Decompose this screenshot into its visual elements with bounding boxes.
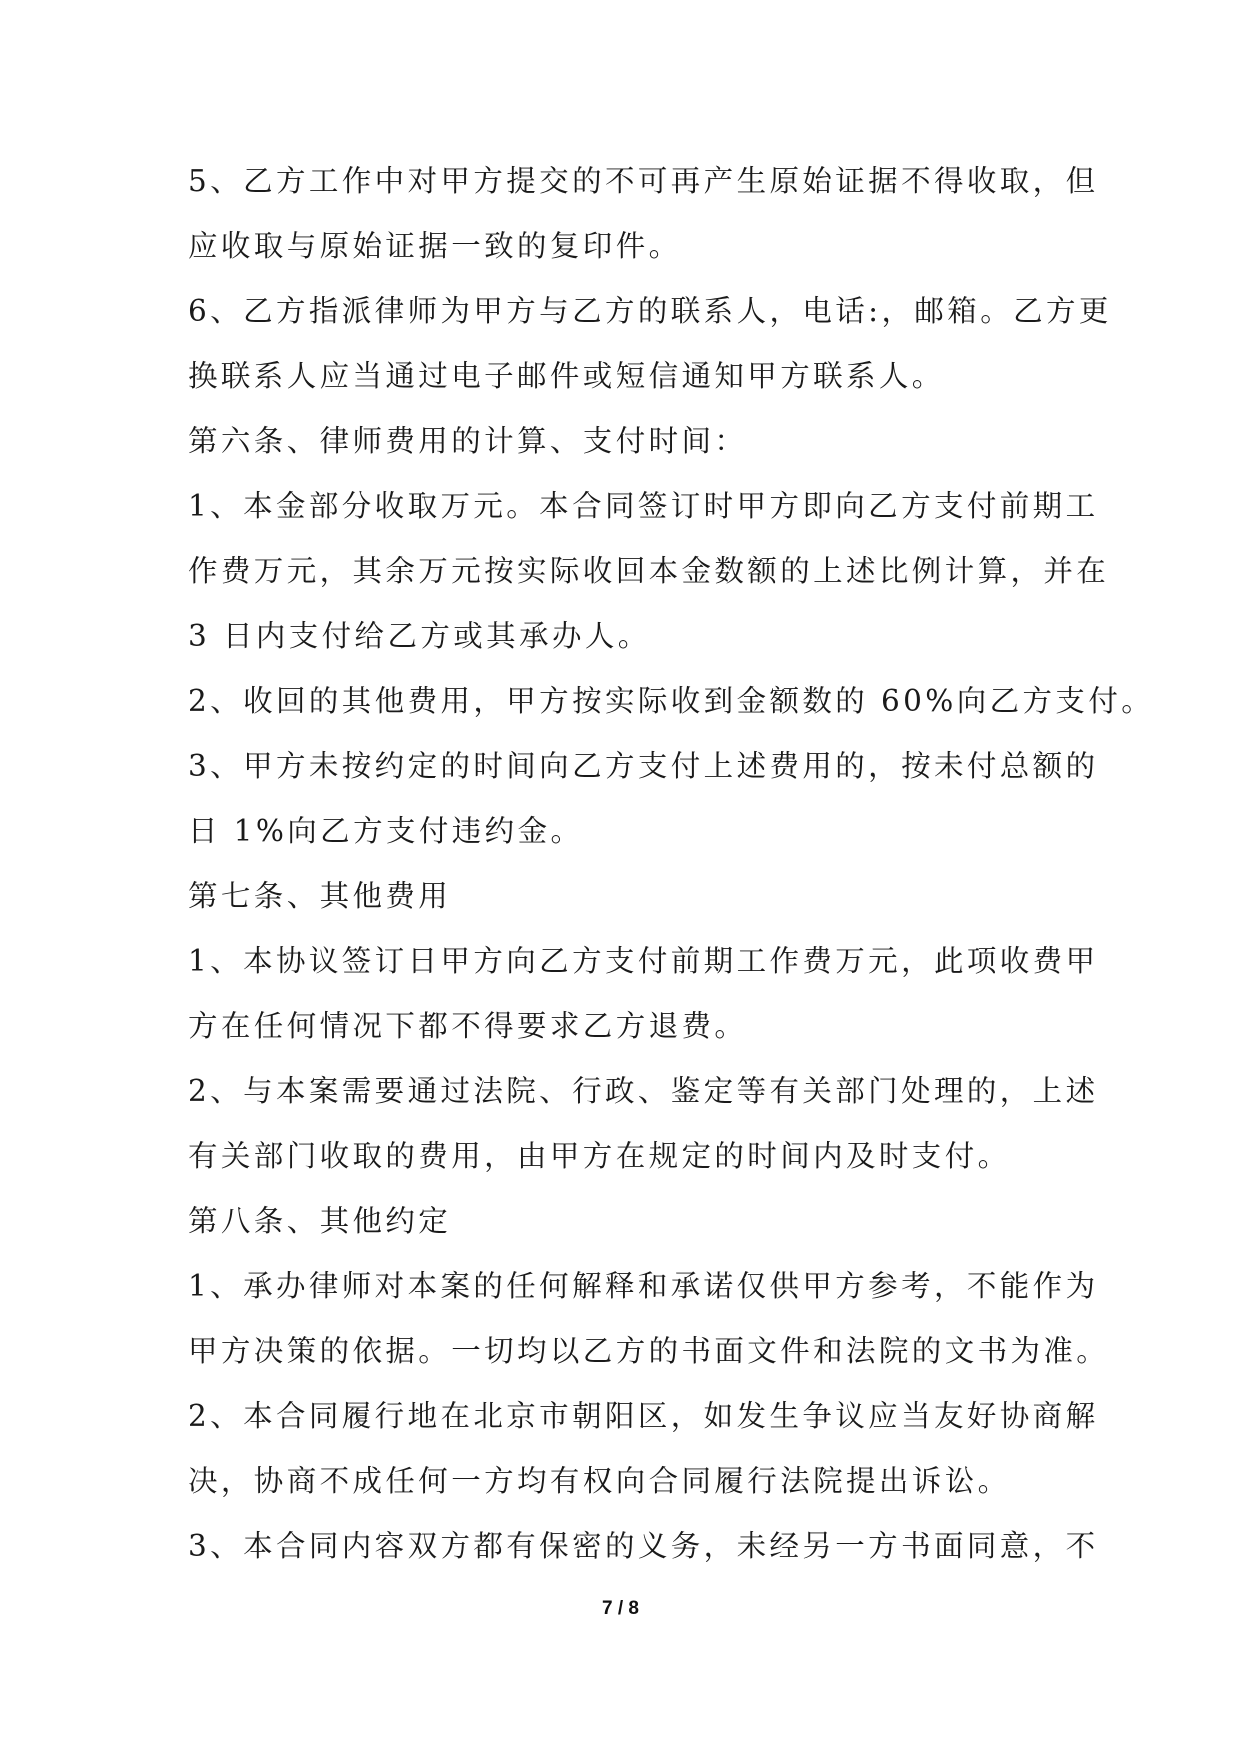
text-line: 3、甲方未按约定的时间向乙方支付上述费用的，按未付总额的	[188, 749, 1099, 783]
text-line: 2、本合同履行地在北京市朝阳区，如发生争议应当友好协商解	[188, 1399, 1099, 1433]
text-line: 1、承办律师对本案的任何解释和承诺仅供甲方参考，不能作为	[188, 1269, 1099, 1303]
text-line: 6、乙方指派律师为甲方与乙方的联系人，电话:，邮箱。乙方更	[188, 294, 1112, 328]
text-line: 5、乙方工作中对甲方提交的不可再产生原始证据不得收取，但	[188, 164, 1099, 198]
text-line: 应收取与原始证据一致的复印件。	[188, 229, 682, 263]
section-heading: 第六条、律师费用的计算、支付时间：	[188, 424, 748, 458]
text-line: 方在任何情况下都不得要求乙方退费。	[188, 1009, 748, 1043]
document-body	[188, 162, 1155, 1592]
text-line: 作费万元，其余万元按实际收回本金数额的上述比例计算，并在	[188, 554, 1110, 588]
text-line: 有关部门收取的费用，由甲方在规定的时间内及时支付。	[188, 1139, 1011, 1173]
section-heading: 第七条、其他费用	[188, 879, 452, 913]
page-number: 7 / 8	[602, 1598, 639, 1619]
text-line: 3 日内支付给乙方或其承办人。	[188, 619, 651, 653]
text-line: 1、本金部分收取万元。本合同签订时甲方即向乙方支付前期工	[188, 489, 1099, 523]
text-line: 3、本合同内容双方都有保密的义务，未经另一方书面同意，不	[188, 1529, 1099, 1563]
text-line: 决，协商不成任何一方均有权向合同履行法院提出诉讼。	[188, 1464, 1011, 1498]
text-line: 日 1%向乙方支付违约金。	[188, 814, 584, 848]
text-line: 1、本协议签订日甲方向乙方支付前期工作费万元，此项收费甲	[188, 944, 1099, 978]
text-line: 换联系人应当通过电子邮件或短信通知甲方联系人。	[188, 359, 945, 393]
text-line: 2、与本案需要通过法院、行政、鉴定等有关部门处理的，上述	[188, 1074, 1099, 1108]
text-line: 甲方决策的依据。一切均以乙方的书面文件和法院的文书为准。	[188, 1334, 1110, 1368]
section-heading: 第八条、其他约定	[188, 1204, 452, 1238]
text-line: 2、收回的其他费用，甲方按实际收到金额数的 60%向乙方支付。	[188, 684, 1155, 718]
